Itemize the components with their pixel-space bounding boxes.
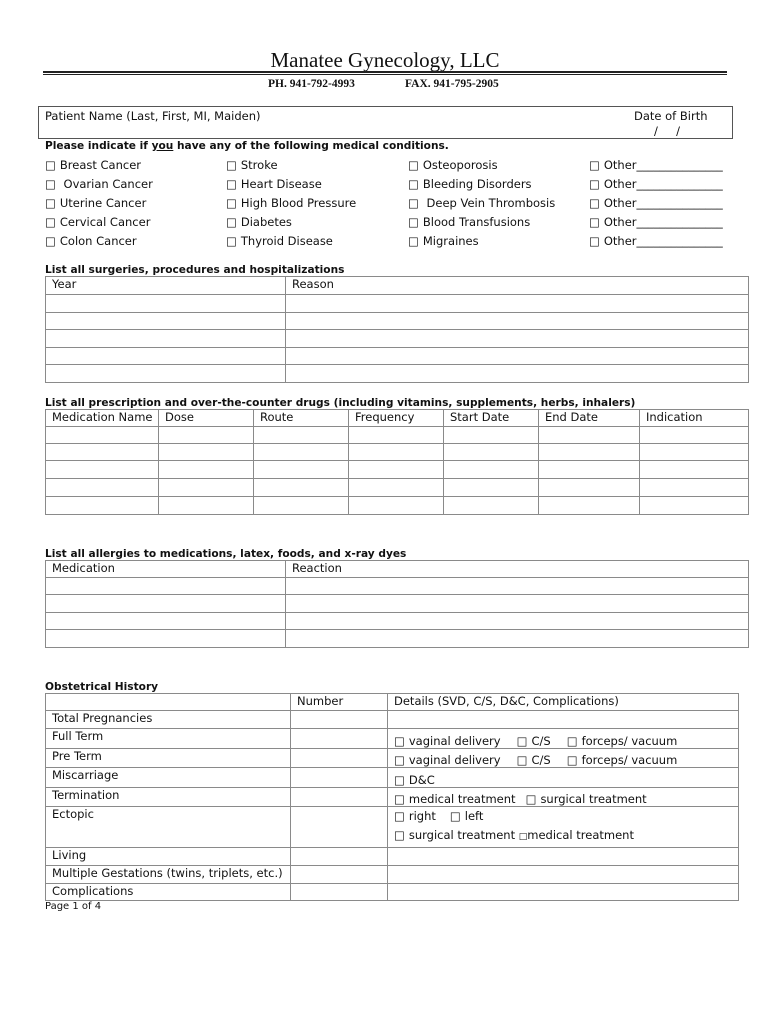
table-cell[interactable] <box>640 427 749 444</box>
condition-other-3[interactable]: □ Other_______________ <box>589 196 723 210</box>
condition-stroke[interactable]: □ Stroke <box>226 158 278 172</box>
col-header-end-date: End Date <box>539 410 640 427</box>
option-forceps-vacuum[interactable]: □ forceps/ vacuum <box>566 753 678 767</box>
condition-dvt[interactable]: □ Deep Vein Thrombosis <box>408 196 556 210</box>
option-forceps-vacuum[interactable]: □ forceps/ vacuum <box>566 734 678 748</box>
table-cell[interactable] <box>286 613 749 630</box>
row-label-full-term: Full Term <box>46 729 291 749</box>
table-cell[interactable] <box>286 578 749 595</box>
row-label-termination: Termination <box>46 788 291 807</box>
table-cell[interactable] <box>46 330 286 348</box>
table-cell[interactable] <box>46 444 159 461</box>
checkbox-icon: □ <box>45 215 56 229</box>
checkbox-icon: □ <box>45 196 56 210</box>
checkbox-icon: □ <box>525 792 537 806</box>
col-header-reaction: Reaction <box>286 561 749 578</box>
obstetric-heading: Obstetrical History <box>45 681 159 693</box>
table-cell[interactable] <box>46 595 286 613</box>
row-label-total-pregnancies: Total Pregnancies <box>46 711 291 729</box>
ectopic-options <box>388 807 739 848</box>
pre-term-options <box>388 749 739 768</box>
table-cell[interactable] <box>291 711 388 729</box>
table-cell[interactable] <box>444 497 539 515</box>
condition-cervical-cancer[interactable]: □ Cervical Cancer <box>45 215 151 229</box>
table-cell[interactable] <box>254 497 349 515</box>
checkbox-icon: □ <box>408 215 419 229</box>
checkbox-icon: □ <box>566 734 578 748</box>
option-surgical-treatment[interactable]: □ surgical treatment <box>525 792 647 806</box>
table-cell[interactable] <box>159 479 254 497</box>
table-cell[interactable] <box>286 313 749 330</box>
table-cell[interactable] <box>640 444 749 461</box>
table-cell[interactable] <box>388 884 739 901</box>
table-cell[interactable] <box>254 479 349 497</box>
table-cell[interactable] <box>291 729 388 749</box>
checkbox-icon: □ <box>518 832 528 842</box>
checkbox-icon: □ <box>394 734 405 748</box>
table-cell[interactable] <box>291 788 388 807</box>
checkbox-icon: □ <box>589 177 600 191</box>
empty-header <box>46 694 291 711</box>
table-cell[interactable] <box>349 479 444 497</box>
condition-osteoporosis[interactable]: □ Osteoporosis <box>408 158 498 172</box>
option-left[interactable]: □ left <box>449 809 484 823</box>
table-cell[interactable] <box>291 768 388 788</box>
header-rule <box>43 71 727 73</box>
col-header-dose: Dose <box>159 410 254 427</box>
table-cell[interactable] <box>388 866 739 884</box>
table-cell[interactable] <box>159 427 254 444</box>
table-cell[interactable] <box>159 461 254 479</box>
table-cell[interactable] <box>286 330 749 348</box>
table-cell[interactable] <box>254 444 349 461</box>
table-cell[interactable] <box>539 427 640 444</box>
checkbox-icon: □ <box>449 809 461 823</box>
checkbox-icon: □ <box>226 158 237 172</box>
condition-uterine-cancer[interactable]: □ Uterine Cancer <box>45 196 147 210</box>
option-dc[interactable]: □ D&C <box>394 773 435 787</box>
patient-name-label: Patient Name (Last, First, MI, Maiden) <box>45 109 261 123</box>
checkbox-icon: □ <box>45 158 56 172</box>
checkbox-icon: □ <box>589 158 600 172</box>
table-cell[interactable] <box>539 479 640 497</box>
medications-heading: List all prescription and over-the-counter drugs (including vitamins, supplements, herbs, inhalers) <box>45 397 636 409</box>
table-cell[interactable] <box>46 365 286 383</box>
col-header-indication: Indication <box>640 410 749 427</box>
option-medical-treatment[interactable]: □ medical treatment <box>394 792 516 806</box>
dob-field[interactable]: / / <box>654 124 681 138</box>
col-header-year: Year <box>46 277 286 295</box>
table-cell[interactable] <box>46 427 159 444</box>
table-cell[interactable] <box>388 711 739 729</box>
table-cell[interactable] <box>640 479 749 497</box>
condition-other-4[interactable]: □ Other_______________ <box>589 215 723 229</box>
col-header-number: Number <box>291 694 388 711</box>
checkbox-icon: □ <box>45 177 56 191</box>
table-cell[interactable] <box>46 613 286 630</box>
row-label-complications: Complications <box>46 884 291 901</box>
table-cell[interactable] <box>349 497 444 515</box>
checkbox-icon: □ <box>566 753 578 767</box>
obstetric-table <box>45 693 739 901</box>
table-cell[interactable] <box>46 461 159 479</box>
checkbox-icon: □ <box>589 196 600 210</box>
conditions-prompt: Please indicate if you have any of the following medical conditions. <box>45 140 449 152</box>
table-cell[interactable] <box>444 427 539 444</box>
surgeries-table <box>45 276 749 383</box>
condition-other-2[interactable]: □ Other_______________ <box>589 177 723 191</box>
checkbox-icon: □ <box>516 753 528 767</box>
table-cell[interactable] <box>286 630 749 648</box>
surgeries-heading: List all surgeries, procedures and hospitalizations <box>45 264 345 276</box>
dob-label: Date of Birth <box>634 109 708 123</box>
table-cell[interactable] <box>539 497 640 515</box>
table-cell[interactable] <box>291 884 388 901</box>
condition-heart-disease[interactable]: □ Heart Disease <box>226 177 322 191</box>
table-cell[interactable] <box>286 595 749 613</box>
checkbox-icon: □ <box>394 773 405 787</box>
table-cell[interactable] <box>286 295 749 313</box>
table-cell[interactable] <box>46 497 159 515</box>
checkbox-icon: □ <box>226 177 237 191</box>
condition-breast-cancer[interactable]: □ Breast Cancer <box>45 158 142 172</box>
phone-number: PH. 941-792-4993 <box>268 78 355 90</box>
table-cell[interactable] <box>46 295 286 313</box>
col-header-route: Route <box>254 410 349 427</box>
fax-number: FAX. 941-795-2905 <box>405 78 499 90</box>
condition-migraines[interactable]: □ Migraines <box>408 234 479 248</box>
header-rule-thin <box>43 74 727 75</box>
checkbox-icon: □ <box>408 177 419 191</box>
row-label-multiple-gestations: Multiple Gestations (twins, triplets, etc.) <box>46 866 291 884</box>
allergies-table <box>45 560 749 648</box>
table-cell[interactable] <box>46 630 286 648</box>
table-cell[interactable] <box>349 444 444 461</box>
table-cell[interactable] <box>349 461 444 479</box>
medications-table <box>45 409 749 515</box>
row-label-pre-term: Pre Term <box>46 749 291 768</box>
table-cell[interactable] <box>291 848 388 866</box>
table-cell[interactable] <box>349 427 444 444</box>
option-vaginal-delivery[interactable]: □ vaginal delivery <box>394 734 501 748</box>
option-cs[interactable]: □ C/S <box>516 734 551 748</box>
condition-bleeding-disorders[interactable]: □ Bleeding Disorders <box>408 177 532 191</box>
condition-other-1[interactable]: □ Other_______________ <box>589 158 723 172</box>
col-header-start-date: Start Date <box>444 410 539 427</box>
checkbox-icon: □ <box>394 792 405 806</box>
table-cell[interactable] <box>159 497 254 515</box>
table-cell[interactable] <box>444 444 539 461</box>
table-cell[interactable] <box>291 749 388 768</box>
checkbox-icon: □ <box>226 234 237 248</box>
option-cs[interactable]: □ C/S <box>516 753 551 767</box>
condition-high-blood-pressure[interactable]: □ High Blood Pressure <box>226 196 357 210</box>
row-label-living: Living <box>46 848 291 866</box>
checkbox-icon: □ <box>408 158 419 172</box>
option-right[interactable]: □ right <box>394 809 436 823</box>
condition-colon-cancer[interactable]: □ Colon Cancer <box>45 234 137 248</box>
checkbox-icon: □ <box>226 196 237 210</box>
checkbox-icon: □ <box>394 753 405 767</box>
row-label-ectopic: Ectopic <box>46 807 291 848</box>
table-cell[interactable] <box>286 348 749 365</box>
table-cell[interactable] <box>159 444 254 461</box>
table-cell[interactable] <box>444 461 539 479</box>
checkbox-icon: □ <box>45 234 56 248</box>
checkbox-icon: □ <box>589 215 600 229</box>
page-number: Page 1 of 4 <box>45 901 102 912</box>
checkbox-icon: □ <box>516 734 528 748</box>
table-cell[interactable] <box>46 348 286 365</box>
checkbox-icon: □ <box>226 215 237 229</box>
col-header-medication: Medication <box>46 561 286 578</box>
option-medical-treatment[interactable]: □medical treatment <box>518 828 634 842</box>
col-header-frequency: Frequency <box>349 410 444 427</box>
option-vaginal-delivery[interactable]: □ vaginal delivery <box>394 753 501 767</box>
table-cell[interactable] <box>640 497 749 515</box>
table-cell[interactable] <box>539 444 640 461</box>
page-title: Manatee Gynecology, LLC <box>270 48 500 72</box>
full-term-options <box>388 729 739 749</box>
termination-options <box>388 788 739 807</box>
miscarriage-options <box>388 768 739 788</box>
table-cell[interactable] <box>46 479 159 497</box>
table-cell[interactable] <box>286 365 749 383</box>
table-cell[interactable] <box>254 461 349 479</box>
condition-other-5[interactable]: □ Other_______________ <box>589 234 723 248</box>
col-header-medication-name: Medication Name <box>46 410 159 427</box>
condition-diabetes[interactable]: □ Diabetes <box>226 215 292 229</box>
condition-blood-transfusions[interactable]: □ Blood Transfusions <box>408 215 531 229</box>
col-header-details: Details (SVD, C/S, D&C, Complications) <box>388 694 739 711</box>
condition-thyroid-disease[interactable]: □ Thyroid Disease <box>226 234 333 248</box>
checkbox-icon: □ <box>408 196 419 210</box>
table-cell[interactable] <box>291 866 388 884</box>
checkbox-icon: □ <box>589 234 600 248</box>
table-cell[interactable] <box>388 848 739 866</box>
row-label-miscarriage: Miscarriage <box>46 768 291 788</box>
condition-ovarian-cancer[interactable]: □ Ovarian Cancer <box>45 177 153 191</box>
table-cell[interactable] <box>46 578 286 595</box>
checkbox-icon: □ <box>408 234 419 248</box>
checkbox-icon: □ <box>394 828 405 842</box>
allergies-heading: List all allergies to medications, latex, foods, and x-ray dyes <box>45 548 407 560</box>
table-cell[interactable] <box>539 461 640 479</box>
col-header-reason: Reason <box>286 277 749 295</box>
table-cell[interactable] <box>254 427 349 444</box>
table-cell[interactable] <box>46 313 286 330</box>
option-surgical-treatment[interactable]: □ surgical treatment <box>394 828 516 842</box>
table-cell[interactable] <box>640 461 749 479</box>
table-cell[interactable] <box>291 807 388 848</box>
checkbox-icon: □ <box>394 809 405 823</box>
table-cell[interactable] <box>444 479 539 497</box>
